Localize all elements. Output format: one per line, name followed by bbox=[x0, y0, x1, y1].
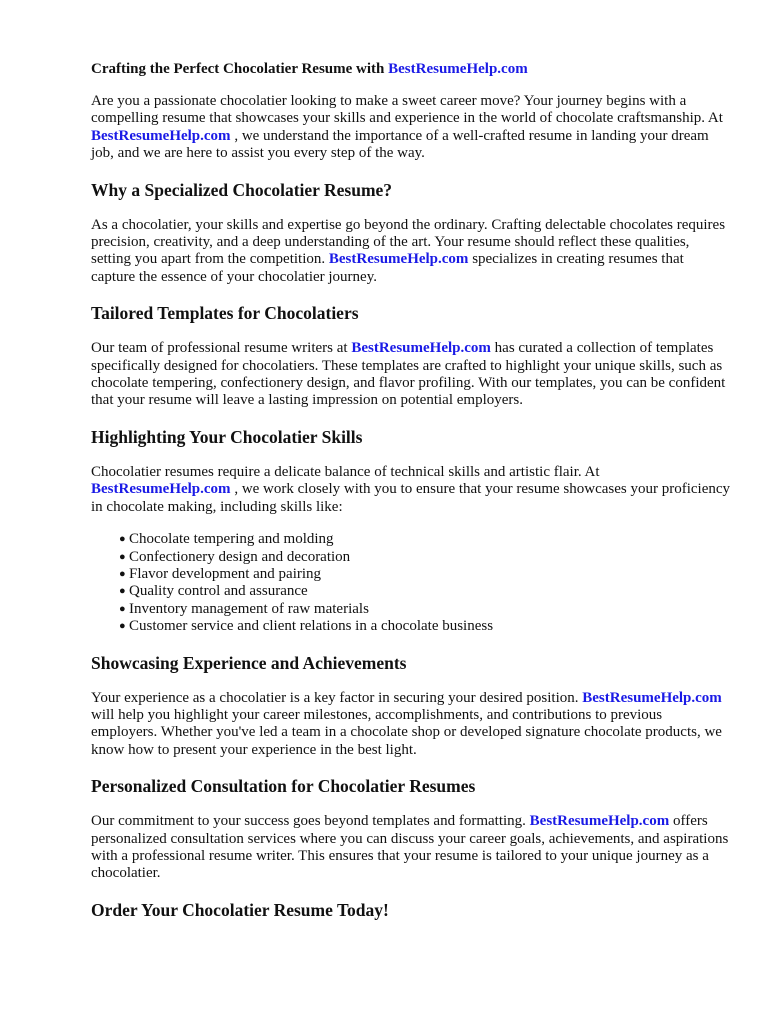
list-item bbox=[119, 531, 731, 548]
list-item bbox=[119, 583, 731, 600]
heading-why-specialized: Why a Specialized Chocolatier Resume? bbox=[91, 179, 393, 200]
list-item bbox=[119, 618, 731, 635]
list-item-text: Confectionery design and decoration bbox=[129, 548, 351, 565]
heading-order: Order Your Chocolatier Resume Today! bbox=[91, 899, 389, 920]
consultation-text-after: offers personalized consultation services where you can discuss your career goals, achievements, and aspirations with a professional resume writer. This ensures that your resume is tailored to your unique journey as a chocolatier. bbox=[91, 813, 729, 882]
paragraph-tailored-templates bbox=[91, 340, 731, 410]
templates-text-after: has curated a collection of templates specifically designed for chocolatiers. These templates are crafted to highlight your unique skills, such as chocolate tempering, confectionery design, and flavor profiling. With our templates, you can be confident that your resume will leave a lasting impression on potential employers. bbox=[91, 340, 726, 409]
bullet-icon: ● bbox=[119, 620, 126, 633]
intro-text-after: , we understand the importance of a well-crafted resume in landing your dream job, and we are here to assist you every step of the way. bbox=[91, 127, 709, 162]
why-text-before: As a chocolatier, your skills and expertise go beyond the ordinary. Crafting delectable chocolates requires precision, creativity, and a deep understanding of the art. Your resume should reflect these qualities, setting you apart from the competition. bbox=[91, 216, 726, 268]
intro-text-before: Are you a passionate chocolatier looking to make a sweet career move? Your journey begins with a compelling resume that showcases your skills and experience in the world of chocolate craftsmanship. At bbox=[91, 93, 723, 127]
skills-text-after: , we work closely with you to ensure that your resume showcases your proficiency in chocolate making, including skills like: bbox=[91, 481, 731, 515]
list-item-text: Customer service and client relations in a chocolate business bbox=[129, 618, 494, 635]
paragraph-skills bbox=[91, 464, 731, 516]
title-text: Crafting the Perfect Chocolatier Resume with bbox=[91, 61, 385, 77]
intro-link[interactable]: BestResumeHelp.com bbox=[91, 127, 231, 144]
consultation-text-before: Our commitment to your success goes beyond templates and formatting. bbox=[91, 813, 526, 830]
document-body bbox=[91, 60, 731, 921]
why-text-after: specializes in creating resumes that capture the essence of your chocolatier journey. bbox=[91, 251, 684, 285]
intro-paragraph bbox=[91, 93, 731, 163]
why-link[interactable]: BestResumeHelp.com bbox=[328, 251, 469, 268]
title-link[interactable]: BestResumeHelp.com bbox=[388, 61, 528, 77]
list-item-text: Quality control and assurance bbox=[129, 583, 308, 600]
bullet-icon: ● bbox=[119, 550, 126, 563]
templates-link[interactable]: BestResumeHelp.com bbox=[351, 340, 491, 357]
paragraph-why-specialized bbox=[91, 217, 731, 287]
bullet-icon: ● bbox=[119, 567, 126, 580]
experience-text-after: will help you highlight your career milestones, accomplishments, and contributions to previous employers. Whether you've led a team in a chocolate shop or developed signature chocolate products, we know how to present your experience in the best light. bbox=[91, 706, 722, 758]
heading-tailored-templates: Tailored Templates for Chocolatiers bbox=[91, 303, 359, 324]
list-item bbox=[119, 601, 731, 618]
experience-link[interactable]: BestResumeHelp.com bbox=[582, 689, 722, 706]
paragraph-consultation bbox=[91, 813, 731, 883]
paragraph-experience bbox=[91, 690, 731, 760]
templates-text-before: Our team of professional resume writers at bbox=[91, 340, 348, 357]
bullet-icon: ● bbox=[119, 533, 126, 546]
heading-experience: Showcasing Experience and Achievements bbox=[91, 652, 407, 673]
consultation-link[interactable]: BestResumeHelp.com bbox=[529, 813, 670, 830]
list-item bbox=[119, 549, 731, 566]
bullet-icon: ● bbox=[119, 602, 126, 615]
skills-text-before: Chocolatier resumes require a delicate balance of technical skills and artistic flair. At bbox=[91, 463, 600, 480]
document-title bbox=[91, 60, 731, 79]
experience-text-before: Your experience as a chocolatier is a key factor in securing your desired position. bbox=[91, 689, 579, 706]
heading-skills: Highlighting Your Chocolatier Skills bbox=[91, 426, 363, 447]
bullet-icon: ● bbox=[119, 585, 126, 598]
heading-consultation: Personalized Consultation for Chocolatier Resumes bbox=[91, 776, 476, 797]
list-item-text: Flavor development and pairing bbox=[129, 565, 322, 582]
skills-list bbox=[91, 531, 731, 635]
list-item-text: Inventory management of raw materials bbox=[129, 600, 369, 617]
list-item bbox=[119, 566, 731, 583]
list-item-text: Chocolate tempering and molding bbox=[129, 531, 334, 548]
skills-link[interactable]: BestResumeHelp.com bbox=[91, 481, 231, 498]
